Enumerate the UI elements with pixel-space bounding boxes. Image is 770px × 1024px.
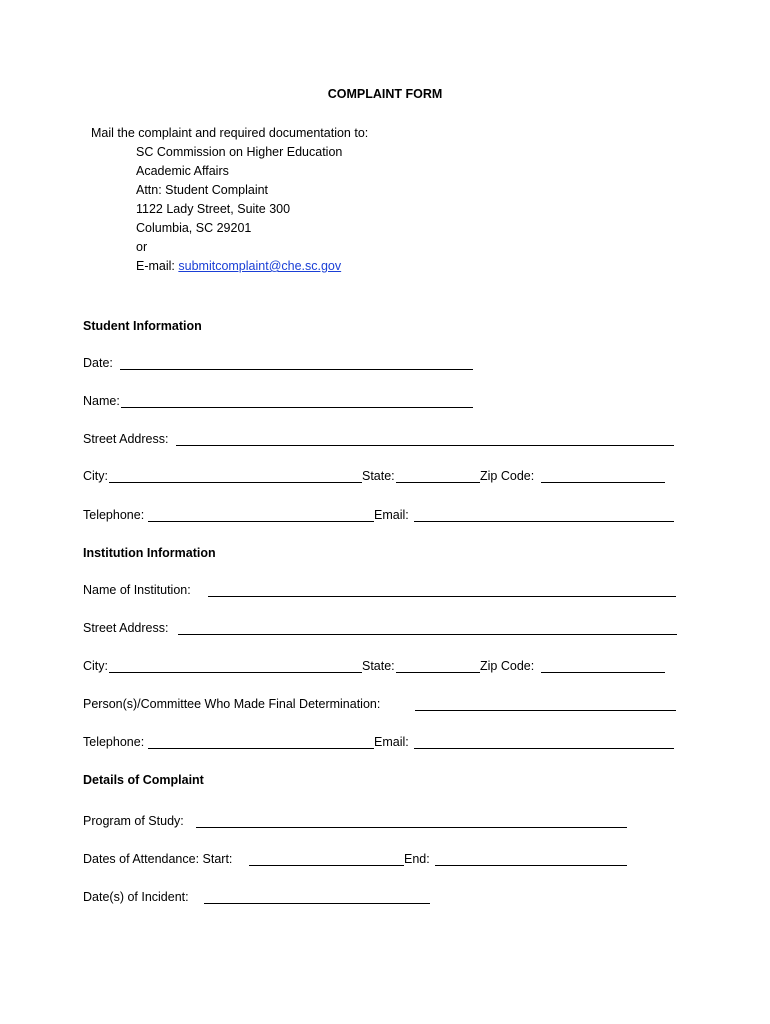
student-name-label: Name: — [83, 394, 120, 408]
institution-person-field[interactable] — [415, 710, 676, 711]
institution-name-field[interactable] — [208, 596, 676, 597]
institution-city-field[interactable] — [109, 672, 362, 673]
program-label: Program of Study: — [83, 814, 184, 828]
mail-line-or: or — [136, 240, 148, 254]
institution-zip-field[interactable] — [541, 672, 665, 673]
student-zip-label: Zip Code: — [480, 469, 535, 483]
student-info-heading: Student Information — [83, 319, 202, 333]
institution-city-label: City: — [83, 659, 108, 673]
student-telephone-field[interactable] — [148, 521, 374, 522]
student-street-label: Street Address: — [83, 432, 169, 446]
incident-label: Date(s) of Incident: — [83, 890, 189, 904]
student-email-label: Email: — [374, 508, 409, 522]
submit-email-link[interactable]: submitcomplaint@che.sc.gov — [178, 259, 342, 273]
attendance-start-label: Dates of Attendance: Start: — [83, 852, 233, 866]
student-street-field[interactable] — [176, 445, 674, 446]
institution-telephone-field[interactable] — [148, 748, 374, 749]
mail-email-label: E-mail: — [136, 259, 179, 273]
institution-info-heading: Institution Information — [83, 546, 216, 560]
details-heading: Details of Complaint — [83, 773, 204, 787]
student-city-label: City: — [83, 469, 108, 483]
student-state-field[interactable] — [396, 482, 480, 483]
attendance-start-field[interactable] — [249, 865, 404, 866]
incident-field[interactable] — [204, 903, 430, 904]
student-telephone-label: Telephone: — [83, 508, 145, 522]
mail-line-attn: Attn: Student Complaint — [136, 183, 269, 197]
institution-telephone-label: Telephone: — [83, 735, 145, 749]
student-state-label: State: — [362, 469, 395, 483]
student-name-field[interactable] — [121, 407, 473, 408]
program-field[interactable] — [196, 827, 627, 828]
mail-line-commission: SC Commission on Higher Education — [136, 145, 343, 159]
attendance-end-field[interactable] — [435, 865, 627, 866]
student-zip-field[interactable] — [541, 482, 665, 483]
attendance-end-label: End: — [404, 852, 430, 866]
student-date-field[interactable] — [120, 369, 473, 370]
mail-line-street: 1122 Lady Street, Suite 300 — [136, 202, 291, 216]
institution-name-label: Name of Institution: — [83, 583, 191, 597]
mail-line-department: Academic Affairs — [136, 164, 229, 178]
form-title: COMPLAINT FORM — [327, 87, 443, 101]
institution-state-field[interactable] — [396, 672, 480, 673]
institution-zip-label: Zip Code: — [480, 659, 535, 673]
institution-street-field[interactable] — [178, 634, 677, 635]
institution-state-label: State: — [362, 659, 395, 673]
mail-intro: Mail the complaint and required documentation to: — [91, 126, 369, 140]
student-email-field[interactable] — [414, 521, 674, 522]
student-date-label: Date: — [83, 356, 113, 370]
mail-email-line — [136, 258, 341, 274]
institution-person-label: Person(s)/Committee Who Made Final Determination: — [83, 697, 381, 711]
institution-email-field[interactable] — [414, 748, 674, 749]
institution-email-label: Email: — [374, 735, 409, 749]
student-city-field[interactable] — [109, 482, 362, 483]
institution-street-label: Street Address: — [83, 621, 169, 635]
mail-line-city: Columbia, SC 29201 — [136, 221, 252, 235]
